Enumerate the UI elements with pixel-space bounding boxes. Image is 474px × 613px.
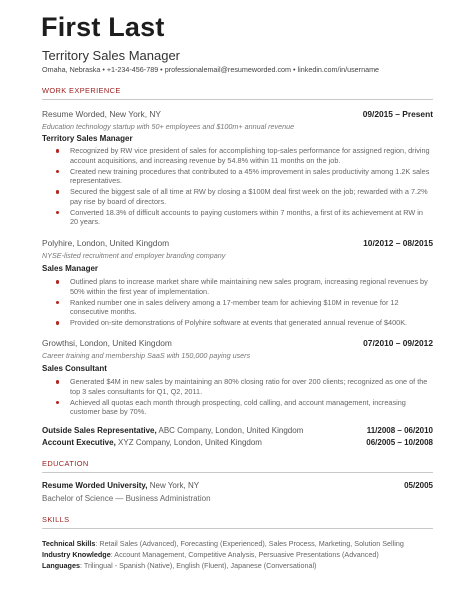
job-dates: 09/2015 – Present — [362, 109, 433, 119]
job-bullets — [56, 277, 433, 329]
contact-line: Omaha, Nebraska • +1-234-456-789 • professionalemail@resumeworded.com • linkedin.com/in/username — [42, 65, 380, 74]
skill-value: : Account Management, Competitive Analysis, Persuasive Presentations (Advanced) — [110, 550, 379, 559]
education-degree: Bachelor of Science — Business Administration — [42, 494, 211, 503]
bullet-item: Created new training procedures that contributed to a 45% improvement in sales productivity among 1.2K sales representatives. — [56, 167, 433, 187]
job-dates: 07/2010 – 09/2012 — [363, 338, 433, 348]
bullet-dot-icon — [56, 380, 59, 383]
bullet-dot-icon — [56, 321, 59, 324]
job-company: Resume Worded, New York, NY — [42, 109, 162, 119]
bullet-dot-icon — [56, 211, 59, 214]
job-header — [42, 109, 433, 121]
job-header — [42, 238, 433, 250]
bullet-dot-icon — [56, 301, 59, 304]
short-job-dates: 06/2005 – 10/2008 — [366, 438, 433, 447]
bullet-item: Achieved all quotas each month through prospecting, cold calling, and account management, increasing customer base by 70%. — [56, 398, 433, 418]
skill-label: Industry Knowledge — [42, 550, 111, 559]
job-role: Territory Sales Manager — [42, 134, 133, 143]
bullet-item: Outlined plans to increase market share while maintaining new sales program, increasing regional revenues by 50% within the first year of implementation. — [56, 277, 433, 297]
section-divider — [42, 99, 433, 100]
candidate-title: Territory Sales Manager — [42, 48, 180, 63]
short-job-company: ABC Company, London, United Kingdom — [156, 426, 304, 435]
job-role: Sales Consultant — [42, 364, 107, 373]
section-education: EDUCATION — [42, 459, 89, 468]
bullet-dot-icon — [56, 280, 59, 283]
skill-row — [42, 561, 316, 570]
job-tagline: Education technology startup with 50+ employees and $100m+ annual revenue — [42, 122, 295, 131]
short-job-role: Outside Sales Representative, — [42, 426, 157, 435]
bullet-item: Generated $4M in new sales by maintaining an 80% closing ratio for over 200 clients; recognized as one of the top 3 sales consultants for Q1, Q2, 2011. — [56, 377, 433, 397]
job-dates: 10/2012 – 08/2015 — [363, 238, 433, 248]
short-job-role: Account Executive, — [42, 438, 116, 447]
education-school: Resume Worded University, — [42, 481, 148, 490]
skill-label: Languages — [42, 561, 80, 570]
section-divider — [42, 472, 433, 473]
short-job-row — [42, 438, 433, 450]
short-job-row — [42, 426, 433, 438]
bullet-dot-icon — [56, 190, 59, 193]
job-company: Polyhire, London, United Kingdom — [42, 238, 170, 248]
job-company: Growthsi, London, United Kingdom — [42, 338, 172, 348]
candidate-name: First Last — [41, 12, 165, 42]
job-bullets — [56, 377, 433, 418]
job-tagline: Career training and membership SaaS with 150,000 paying users — [42, 351, 251, 360]
job-tagline: NYSE-listed recruitment and employer branding company — [42, 251, 226, 260]
short-job-company: XYZ Company, London, United Kingdom — [115, 438, 262, 447]
bullet-item: Recognized by RW vice president of sales for accomplishing top-sales performance for assigned region, driving account acquisitions, and increasing revenue by 54.8% within 11 months on the job. — [56, 146, 433, 166]
education-location: New York, NY — [147, 481, 200, 490]
education-date: 05/2005 — [404, 481, 433, 490]
section-work-experience: WORK EXPERIENCE — [42, 86, 121, 95]
skill-row — [42, 539, 404, 548]
skill-value: : Retail Sales (Advanced), Forecasting (Experienced), Sales Process, Marketing, Solution Selling — [95, 539, 404, 548]
bullet-dot-icon — [56, 401, 59, 404]
skill-label: Technical Skills — [42, 539, 96, 548]
education-row — [42, 481, 433, 493]
bullet-item: Converted 18.3% of difficult accounts to paying customers within 7 months, a first of its achievement at RW in 20 years. — [56, 208, 433, 228]
job-header — [42, 338, 433, 350]
skill-value: : Trilingual - Spanish (Native), English (Fluent), Japanese (Conversational) — [79, 561, 317, 570]
job-bullets — [56, 146, 433, 228]
job-role: Sales Manager — [42, 264, 99, 273]
section-skills: SKILLS — [42, 515, 70, 524]
bullet-item: Provided on-site demonstrations of Polyhire software at events that generated annual revenue of $400K. — [56, 318, 433, 328]
bullet-dot-icon — [56, 149, 59, 152]
bullet-dot-icon — [56, 170, 59, 173]
short-job-dates: 11/2008 – 06/2010 — [366, 426, 433, 435]
bullet-item: Ranked number one in sales delivery among a 17-member team for achieving $10M in revenue for 12 consecutive months. — [56, 298, 433, 318]
section-divider — [42, 528, 433, 529]
skill-row — [42, 550, 379, 559]
bullet-item: Secured the biggest sale of all time at RW by closing a $100M deal first week on the job; rewarded with a 7.2% pay rise by board of directors. — [56, 187, 433, 207]
